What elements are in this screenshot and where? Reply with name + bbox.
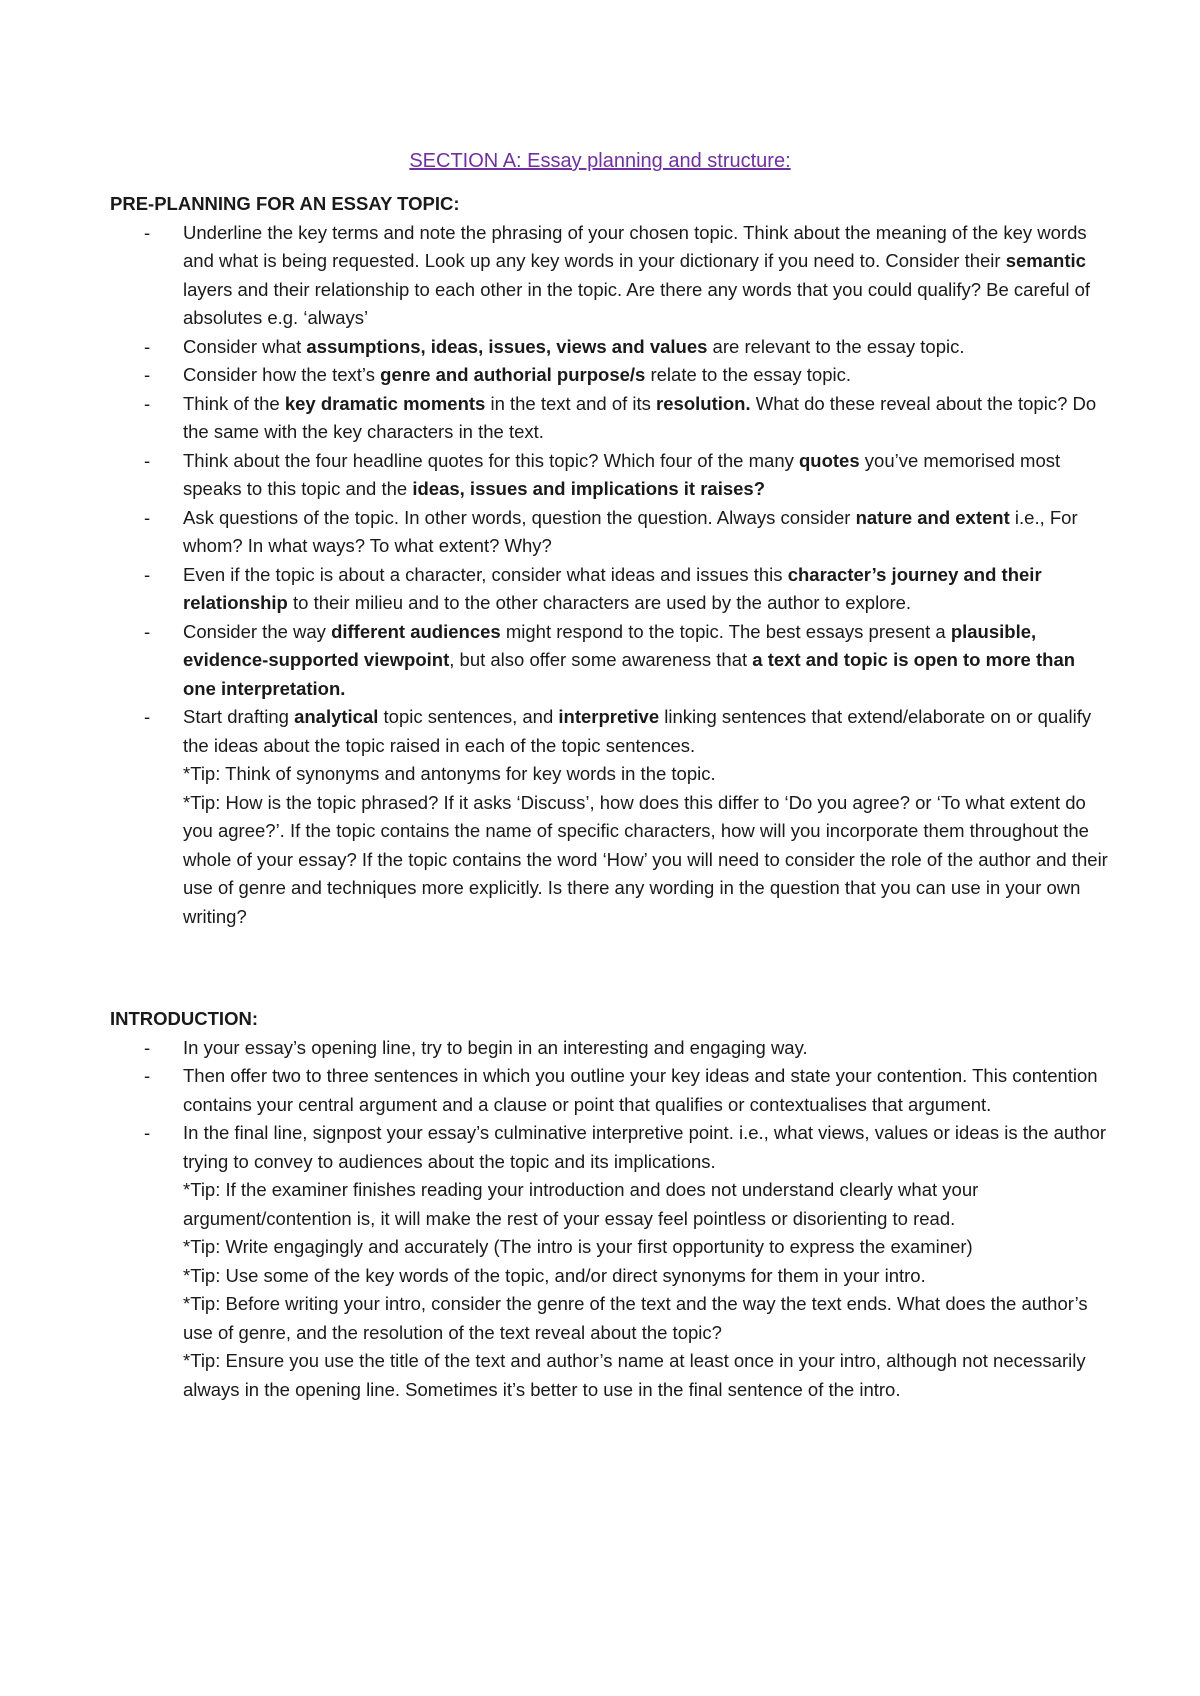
bullet-dash: - [144, 506, 151, 528]
bold-text: ideas, issues and implications it raises? [412, 478, 766, 499]
bold-text: assumptions, ideas, issues, views and values [306, 335, 708, 357]
bold-text: plausible, evidence-supported viewpoint [183, 620, 1037, 670]
list-item [110, 333, 1110, 362]
bold-text: genre and authorial purpose/s [380, 364, 646, 385]
bullet-list [110, 1034, 1110, 1405]
tip-text: *Tip: Write engagingly and accurately (The intro is your first opportunity to express the examiner) [183, 1236, 973, 1257]
list-item [110, 504, 1110, 561]
list-item [110, 561, 1110, 618]
list-item [110, 1034, 1110, 1063]
bold-text: semantic [1005, 250, 1086, 271]
tip-text: *Tip: How is the topic phrased? If it asks ‘Discuss’, how does this differ to ‘Do you agree? or ‘To what extent do you agree?’. If the topic contains the name of specific characters, how will you incorporate them throughout the whole of your essay? If the topic contains the word ‘How’ you will need to consider the role of the author and their use of genre and techniques more explicitly. Is there any wording in the question that you can use in your own writing? [183, 791, 1108, 927]
bold-text: character’s journey and their relationship [183, 563, 1042, 613]
section-title: SECTION A: Essay planning and structure: [409, 150, 791, 172]
bullet-dash: - [144, 392, 151, 414]
bold-text: interpretive [558, 706, 660, 727]
body-text: , but also offer some awareness that [449, 649, 753, 670]
body-text: you’ve memorised most speaks to this topic and the [183, 449, 1061, 499]
body-text: Underline the key terms and note the phrasing of your chosen topic. Think about the meaning of the key words and what is being requested. Look up any key words in your dictionary if you need to. Consider their [183, 221, 1087, 271]
body-text: In your essay’s opening line, try to begin in an interesting and engaging way. [183, 1036, 808, 1058]
body-text: linking sentences that extend/elaborate on or qualify the ideas about the topic raised in each of the topic sentences. [183, 706, 1092, 756]
body-text: Start drafting [183, 706, 295, 727]
body-text: are relevant to the essay topic. [707, 335, 965, 357]
section-introduction [110, 1005, 1110, 1404]
section-pre-planning [110, 190, 1110, 931]
list-item [110, 703, 1110, 931]
body-text: i.e., For whom? In what ways? To what extent? Why? [183, 506, 1078, 556]
body-text: Consider the way [183, 620, 332, 642]
list-item [110, 390, 1110, 447]
body-text: Then offer two to three sentences in which you outline your key ideas and state your contention. This contention contains your central argument and a clause or point that qualifies or contextualises that argument. [183, 1065, 1098, 1115]
bold-text: nature and extent [855, 506, 1010, 528]
bold-text: different audiences [331, 620, 501, 642]
tip-text: *Tip: Before writing your intro, consider the genre of the text and the way the text ends. What does the author’s use of genre, and the resolution of the text reveal about the topic? [183, 1293, 1088, 1343]
body-text: Ask questions of the topic. In other words, question the question. Always consider [183, 506, 856, 528]
bullet-dash: - [144, 335, 151, 357]
bullet-dash: - [144, 221, 151, 243]
bullet-dash: - [144, 620, 151, 642]
body-text: Consider what [183, 335, 307, 357]
tip-text: *Tip: Think of synonyms and antonyms for key words in the topic. [183, 763, 716, 784]
bullet-dash: - [144, 1036, 151, 1058]
tip-text: *Tip: If the examiner finishes reading your introduction and does not understand clearly what your argument/contention is, it will make the rest of your essay feel pointless or disorienting to read. [183, 1179, 979, 1229]
bold-text: key dramatic moments [284, 392, 486, 414]
bullet-list [110, 219, 1110, 932]
list-item [110, 1119, 1110, 1404]
list-item [110, 618, 1110, 704]
list-item [110, 219, 1110, 333]
tip-text: *Tip: Ensure you use the title of the text and author’s name at least once in your intro, although not necessarily always in the opening line. Sometimes it’s better to use in the final sentence of the intro. [183, 1350, 1086, 1400]
list-item [110, 447, 1110, 504]
bullet-dash: - [144, 364, 151, 385]
bullet-dash: - [144, 1065, 151, 1086]
body-text: relate to the essay topic. [645, 364, 851, 385]
bullet-dash: - [144, 449, 151, 471]
bullet-dash: - [144, 1122, 151, 1143]
body-text: What do these reveal about the topic? Do the same with the key characters in the text. [183, 392, 1097, 442]
list-item [110, 1062, 1110, 1119]
body-text: Consider how the text’s [183, 364, 381, 385]
body-text: might respond to the topic. The best essays present a [500, 620, 951, 642]
body-text: to their milieu and to the other characters are used by the author to explore. [287, 592, 912, 613]
body-text: layers and their relationship to each other in the topic. Are there any words that you could qualify? Be careful of absolutes e.g. ‘always’ [183, 278, 1091, 328]
bold-text: quotes [799, 449, 860, 471]
bold-text: resolution. [656, 392, 751, 414]
body-text: in the text and of its [485, 392, 657, 414]
bullet-dash: - [144, 706, 151, 727]
bold-text: a text and topic is open to more than one interpretation. [183, 649, 1076, 699]
bold-text: analytical [294, 706, 379, 727]
tip-text: *Tip: Use some of the key words of the topic, and/or direct synonyms for them in your intro. [183, 1264, 926, 1286]
list-item [110, 361, 1110, 390]
body-text: Think about the four headline quotes for this topic? Which four of the many [183, 449, 799, 471]
body-text: Even if the topic is about a character, consider what ideas and issues this [183, 563, 788, 585]
body-text: topic sentences, and [378, 706, 559, 727]
section-heading: INTRODUCTION: [110, 1008, 258, 1029]
body-text: In the final line, signpost your essay’s culminative interpretive point. i.e., what views, values or ideas is the author trying to convey to audiences about the topic and its implications. [183, 1122, 1107, 1172]
section-heading: PRE-PLANNING FOR AN ESSAY TOPIC: [110, 193, 460, 214]
body-text: Think of the [183, 392, 285, 414]
bullet-dash: - [144, 563, 151, 585]
